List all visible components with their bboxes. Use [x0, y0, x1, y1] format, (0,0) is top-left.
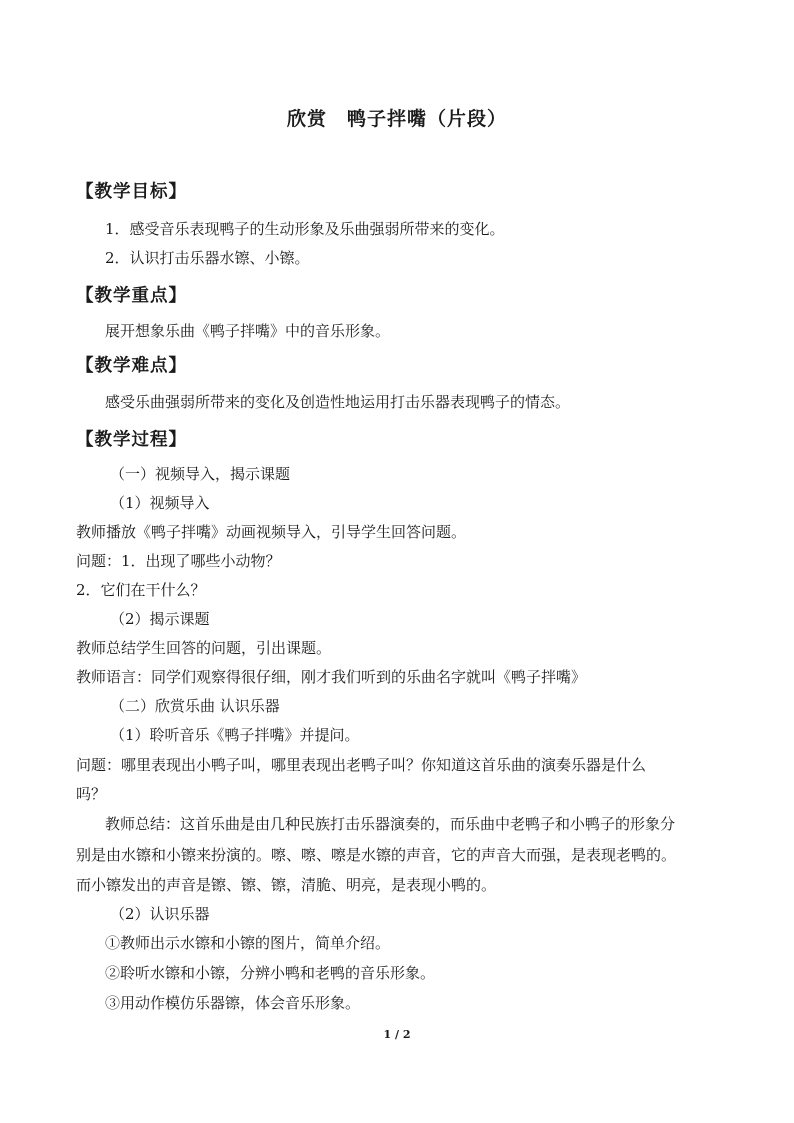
- process-line: 问题：1．出现了哪些小动物？: [76, 552, 281, 570]
- heading-key: 【教学重点】: [76, 286, 187, 306]
- process-line: 问题：哪里表现出小鸭子叫，哪里表现出老鸭子叫？你知道这首乐曲的演奏乐器是什么: [76, 756, 647, 774]
- process-line: （2）认识乐器: [110, 905, 210, 923]
- heading-goals: 【教学目标】: [76, 182, 187, 202]
- process-line: 而小镲发出的声音是镲、镲、镲，清脆、明亮，是表现小鸭的。: [76, 876, 497, 894]
- title-part-1: 欣赏: [286, 108, 327, 130]
- process-line: ③用动作模仿乐器镲，体会音乐形象。: [105, 994, 361, 1012]
- process-line: （1）视频导入: [110, 494, 210, 512]
- process-line: 教师总结学生回答的问题，引出课题。: [76, 639, 332, 657]
- process-line: （一）视频导入，揭示课题: [110, 465, 291, 483]
- process-line: 别是由水镲和小镲来扮演的。嚓、嚓、嚓是水镲的声音，它的声音大而强，是表现老鸭的。: [76, 846, 677, 864]
- page-number: 1 / 2: [383, 1028, 411, 1041]
- process-line: 2．它们在干什么？: [76, 581, 206, 599]
- heading-difficulty: 【教学难点】: [76, 356, 187, 376]
- page-title: [0, 104, 794, 131]
- process-line: ②聆听水镲和小镲，分辨小鸭和老鸭的音乐形象。: [105, 964, 436, 982]
- process-line: ①教师出示水镲和小镲的图片，简单介绍。: [105, 934, 391, 952]
- goal-item-1: 1．感受音乐表现鸭子的生动形象及乐曲强弱所带来的变化。: [105, 220, 505, 238]
- title-part-2: 鸭子拌嘴（片段）: [347, 108, 508, 130]
- difficulty-text: 感受乐曲强弱所带来的变化及创造性地运用打击乐器表现鸭子的情态。: [105, 393, 571, 411]
- process-line: （1）聆听音乐《鸭子拌嘴》并提问。: [110, 726, 360, 744]
- process-line: 吗？: [76, 785, 107, 803]
- heading-process: 【教学过程】: [76, 430, 187, 450]
- goal-item-2: 2．认识打击乐器水镲、小镲。: [105, 249, 310, 267]
- process-line: 教师总结：这首乐曲是由几种民族打击乐器演奏的，而乐曲中老鸭子和小鸭子的形象分: [105, 815, 676, 833]
- key-text: 展开想象乐曲《鸭子拌嘴》中的音乐形象。: [105, 322, 391, 340]
- process-line: （二）欣赏乐曲 认识乐器: [110, 697, 280, 715]
- process-line: 教师播放《鸭子拌嘴》动画视频导入，引导学生回答问题。: [76, 523, 467, 541]
- process-line: 教师语言：同学们观察得很仔细，刚才我们听到的乐曲名字就叫《鸭子拌嘴》: [76, 668, 587, 686]
- process-line: （2）揭示课题: [110, 610, 210, 628]
